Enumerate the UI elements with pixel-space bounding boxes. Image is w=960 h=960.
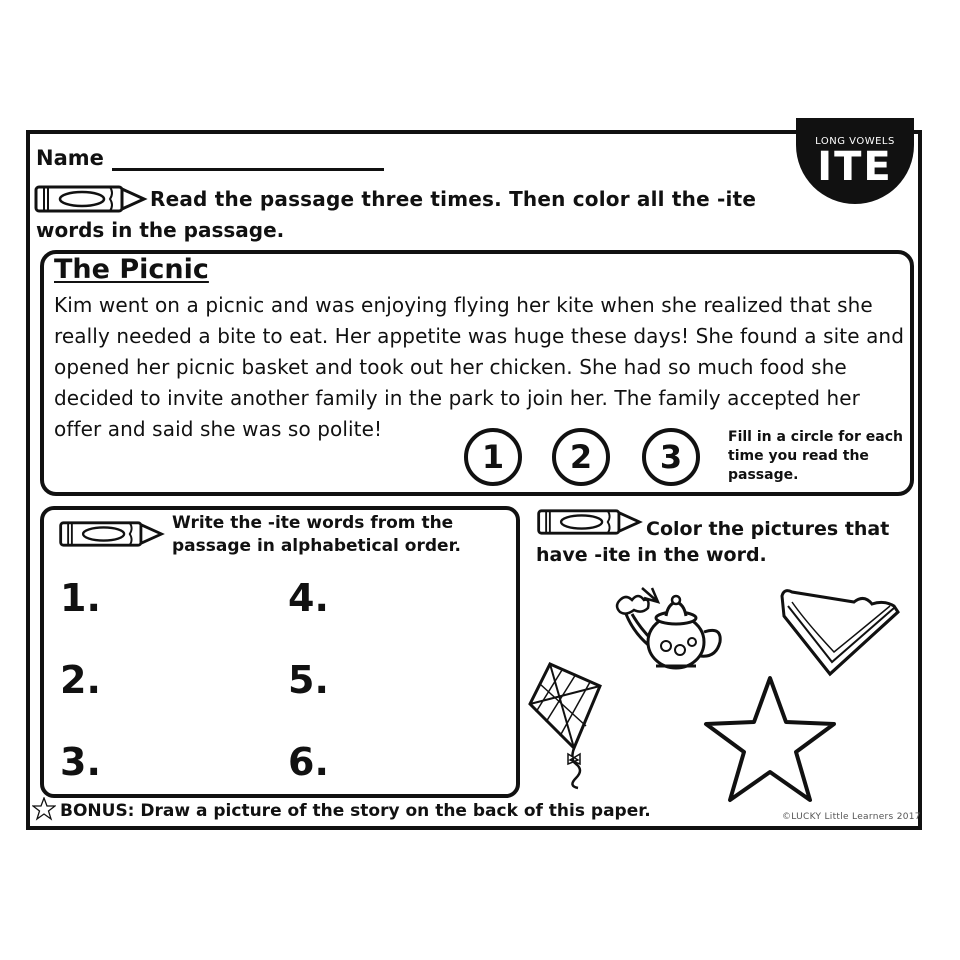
color-pictures-instruction [536,516,926,568]
passage-text: Kim went on a picnic and was enjoying flying her kite when she realized that she really needed a bite to eat. Her appetite was huge these days! She found a site and opened her picnic basket and took out her chicken. She had so much food she decided to invite another family in the park to join her. The family accepted her offer and said she was so polite! [54,293,905,441]
read-circle-1[interactable]: 1 [464,428,522,486]
copyright-text: ©LUCKY Little Learners 2017 [782,812,921,822]
kite-icon[interactable] [526,660,604,790]
answer-number-5: 5. [288,658,329,702]
answer-number-4: 4. [288,576,329,620]
sandwich-bite-icon[interactable] [776,582,904,678]
teapot-icon[interactable] [612,584,728,684]
read-circle-3[interactable]: 3 [642,428,700,486]
color-instruction-text: Color the pictures that have -ite in the word. [536,518,890,566]
star-icon[interactable] [700,674,840,806]
crayon-icon [34,184,148,214]
passage-title: The Picnic [54,254,209,285]
answer-number-1: 1. [60,576,101,620]
read-circle-2[interactable]: 2 [552,428,610,486]
answer-number-3: 3. [60,740,101,784]
write-words-instruction: Write the -ite words from the passage in alphabetical order. [172,513,461,556]
instruction-line-1: Read the passage three times. Then color all the -ite [150,187,757,211]
instruction-line-2: words in the passage. [36,218,285,242]
circle-instruction: Fill in a circle for each time you read the passage. [728,429,903,483]
crayon-icon [56,520,168,548]
bonus-instruction: BONUS: Draw a picture of the story on the back of this paper. [60,801,651,821]
bonus-star-icon [32,797,56,821]
name-write-line[interactable] [112,168,384,171]
badge-title: ITE [817,144,893,190]
name-label: Name [36,146,104,170]
answer-number-6: 6. [288,740,329,784]
badge-subtitle: LONG VOWELS [815,136,895,147]
answer-number-2: 2. [60,658,101,702]
